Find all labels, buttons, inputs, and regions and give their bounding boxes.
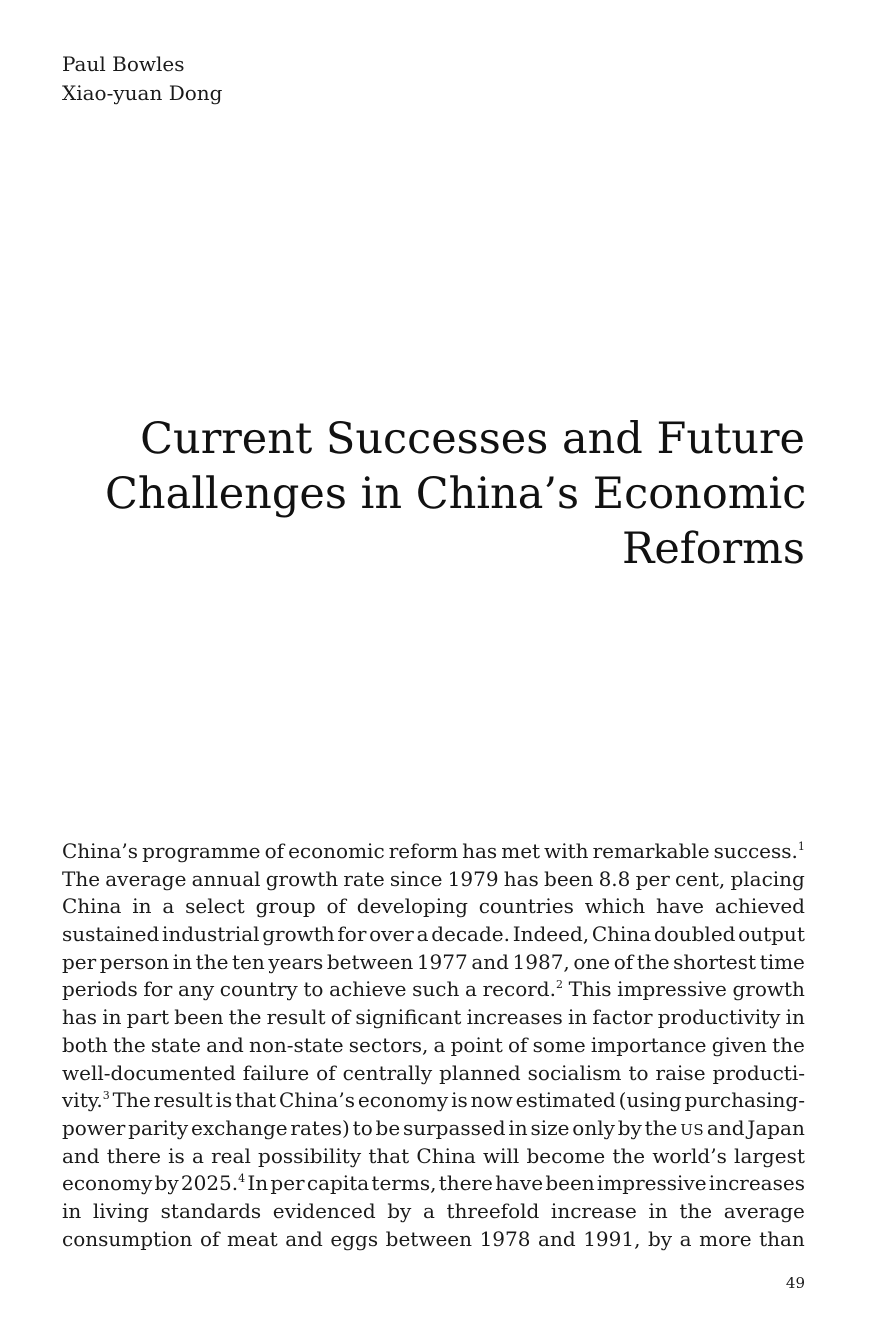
body-line <box>62 976 805 1004</box>
body-word: impressive <box>596 1171 707 1196</box>
body-word: parity <box>128 1115 189 1140</box>
body-word: has <box>462 839 498 863</box>
body-word: centrally <box>342 1060 433 1085</box>
body-word: part <box>126 1005 169 1030</box>
body-word: standards <box>160 1198 262 1223</box>
body-word: 1978 <box>479 1226 531 1251</box>
body-word: non-state <box>248 1032 344 1057</box>
body-word: increases <box>466 1005 563 1030</box>
body-word: eggs <box>330 1226 379 1251</box>
body-word: productivity <box>657 1005 781 1030</box>
body-word: per <box>270 1171 305 1196</box>
body-line <box>62 921 805 949</box>
body-word: China <box>416 1143 476 1168</box>
body-word: raise <box>655 1060 706 1085</box>
body-word: time <box>759 949 805 974</box>
body-word: surpassed <box>402 1115 506 1140</box>
body-word: the <box>679 1198 713 1223</box>
body-word: of <box>264 839 285 863</box>
body-word: growth <box>262 922 335 947</box>
body-word: significant <box>355 1005 462 1030</box>
body-word: more <box>699 1226 752 1251</box>
body-word: US <box>680 1120 705 1139</box>
body-word: economy <box>357 1088 449 1113</box>
body-word: which <box>584 894 646 919</box>
body-word: This <box>568 977 612 1002</box>
body-word: size <box>530 1115 570 1140</box>
body-word: failure <box>242 1060 310 1085</box>
body-word: by <box>387 1198 412 1223</box>
body-word: by <box>154 1171 179 1196</box>
body-word: vity.$^3$ <box>62 1088 110 1113</box>
body-word: between <box>326 949 414 974</box>
body-word: programme <box>142 839 261 863</box>
body-word: met <box>501 839 541 863</box>
body-word: is <box>451 1088 468 1113</box>
body-word: developing <box>356 894 468 919</box>
body-word: select <box>185 894 245 919</box>
body-word: meat <box>226 1226 278 1251</box>
body-word: a <box>192 1143 204 1168</box>
body-word: annual <box>191 866 261 891</box>
body-line <box>62 1060 805 1088</box>
body-word: by <box>648 1226 673 1251</box>
footnote-marker[interactable]: 3 <box>102 1089 110 1103</box>
body-word: years <box>268 949 324 974</box>
body-word: economy <box>62 1171 153 1196</box>
body-word: possibility <box>258 1143 362 1168</box>
body-word: periods <box>62 977 138 1002</box>
body-paragraph <box>62 838 805 1253</box>
body-word: have <box>656 894 704 919</box>
body-line <box>62 1004 805 1032</box>
body-word: that <box>368 1143 410 1168</box>
body-word: in <box>785 1005 805 1030</box>
body-word: countries <box>478 894 574 919</box>
body-word: China’s <box>62 839 139 863</box>
body-word: been <box>174 1005 224 1030</box>
body-word: (using <box>618 1088 682 1113</box>
body-word: factor <box>592 1005 653 1030</box>
body-word: have <box>495 1171 544 1196</box>
body-word: and <box>538 1226 576 1251</box>
body-word: per <box>62 949 97 974</box>
body-word: the <box>612 1143 646 1168</box>
body-word: importance <box>590 1032 707 1057</box>
page-number: 49 <box>785 1274 805 1292</box>
body-word: decade. <box>431 922 510 947</box>
body-word: increase <box>550 1198 637 1223</box>
author-name: Xiao-yuan Dong <box>62 81 223 105</box>
body-word: 1979 <box>447 866 499 891</box>
title-line: Reforms <box>621 524 805 574</box>
body-word: a <box>433 1032 446 1057</box>
body-word: of <box>507 1032 528 1057</box>
body-word: the <box>644 1115 678 1140</box>
body-word: there <box>438 1171 493 1196</box>
body-word: and <box>471 949 509 974</box>
body-word: producti- <box>712 1060 805 1085</box>
body-word: estimated <box>515 1088 616 1113</box>
body-word: capita <box>306 1171 370 1196</box>
body-word: economic <box>288 839 385 863</box>
body-word: Japan <box>747 1115 805 1140</box>
body-word: achieve <box>329 977 407 1002</box>
body-line <box>62 1115 805 1143</box>
body-word: a <box>465 977 477 1002</box>
body-line <box>62 1170 805 1198</box>
body-line <box>62 893 805 921</box>
body-word: output <box>738 922 805 947</box>
body-word: only <box>572 1115 615 1140</box>
body-word: per <box>635 866 670 891</box>
body-word: result <box>266 1005 326 1030</box>
body-word: terms, <box>371 1171 437 1196</box>
body-line <box>62 1143 805 1171</box>
body-word: been <box>545 1171 595 1196</box>
body-word: increases <box>708 1171 805 1196</box>
body-word: and <box>706 1115 745 1140</box>
body-word: a <box>679 1226 692 1251</box>
body-word: of <box>330 1005 351 1030</box>
body-word: given <box>711 1032 767 1057</box>
body-word: in <box>508 1115 528 1140</box>
body-word: in <box>567 1005 588 1030</box>
body-word: largest <box>734 1143 805 1168</box>
title-line: Challenges in China’s Economic <box>105 469 807 519</box>
body-word: of <box>326 894 346 919</box>
body-word: will <box>482 1143 520 1168</box>
body-word: purchasing- <box>684 1088 805 1113</box>
body-line <box>62 1226 805 1254</box>
body-word: Indeed, <box>512 922 590 947</box>
body-word: country <box>219 977 298 1002</box>
body-word: such <box>412 977 460 1002</box>
body-line <box>62 1032 805 1060</box>
body-word: reform <box>388 839 459 863</box>
body-word: rates) <box>290 1115 350 1140</box>
body-word: cent, <box>674 866 726 891</box>
body-word: power <box>62 1115 126 1140</box>
body-word: person <box>99 949 170 974</box>
body-word: placing <box>730 866 805 891</box>
body-word: 1987, <box>512 949 570 974</box>
article-title <box>105 412 805 577</box>
body-word: any <box>178 977 215 1002</box>
body-word: well-documented <box>62 1060 236 1085</box>
body-word: now <box>470 1088 513 1113</box>
body-word: there <box>106 1143 161 1168</box>
author-name: Paul Bowles <box>62 52 185 76</box>
body-word: one <box>573 949 611 974</box>
body-word: been <box>544 866 594 891</box>
body-word: a <box>416 922 429 947</box>
body-word: to <box>352 1115 373 1140</box>
body-word: 2025.$^4$ <box>180 1171 246 1196</box>
body-word: be <box>375 1115 401 1140</box>
body-word: The <box>62 866 101 891</box>
body-word: China <box>62 894 122 919</box>
body-word: in <box>62 1198 82 1223</box>
body-word: shortest <box>673 949 757 974</box>
body-word: point <box>450 1032 503 1057</box>
body-word: the <box>112 1032 146 1057</box>
footnote-marker[interactable]: 4 <box>238 1172 246 1186</box>
body-word: of <box>316 1060 336 1085</box>
body-word: rate <box>343 866 385 891</box>
body-word: sustained <box>62 922 160 947</box>
body-word: 8.8 <box>598 866 631 891</box>
body-word: in <box>102 1005 122 1030</box>
body-word: of <box>199 1226 220 1251</box>
body-word: and <box>62 1143 100 1168</box>
body-line <box>62 949 805 977</box>
body-word: is <box>215 1088 233 1113</box>
body-word: has <box>62 1005 98 1030</box>
body-word: result <box>153 1088 213 1113</box>
body-word: growth <box>265 866 339 891</box>
footnote-marker[interactable]: 2 <box>555 978 563 992</box>
body-word: both <box>62 1032 108 1057</box>
body-line <box>62 838 805 866</box>
body-word: the <box>228 1005 262 1030</box>
body-word: with <box>544 839 589 863</box>
body-word: a <box>162 894 175 919</box>
body-word: group <box>255 894 316 919</box>
body-word: average <box>105 866 187 891</box>
body-word: is <box>168 1143 185 1168</box>
body-word: in <box>132 894 152 919</box>
body-word: and <box>285 1226 323 1251</box>
body-word: to <box>303 977 324 1002</box>
footnote-marker[interactable]: 1 <box>797 840 805 853</box>
body-word: real <box>211 1143 251 1168</box>
body-word: for <box>143 977 173 1002</box>
body-word: average <box>723 1198 805 1223</box>
body-word: 1991, <box>583 1226 641 1251</box>
body-word: planned <box>439 1060 521 1085</box>
body-word: since <box>389 866 443 891</box>
body-word: of <box>613 949 634 974</box>
body-word: by <box>617 1115 642 1140</box>
body-word: living <box>92 1198 150 1223</box>
body-word: state <box>150 1032 201 1057</box>
body-word: China’s <box>278 1088 355 1113</box>
body-word: that <box>235 1088 277 1113</box>
body-word: 1977 <box>416 949 468 974</box>
body-word: record.$^2$ <box>482 977 563 1002</box>
title-line: Current Successes and Future <box>140 414 805 464</box>
body-word: sectors, <box>348 1032 429 1057</box>
body-word: to <box>628 1060 649 1085</box>
body-word: exchange <box>190 1115 288 1140</box>
author-list <box>62 50 222 108</box>
body-word: In <box>247 1171 269 1196</box>
body-word: than <box>759 1226 805 1251</box>
body-line <box>62 1198 805 1226</box>
body-word: growth <box>732 977 805 1002</box>
body-word: impressive <box>617 977 727 1002</box>
body-word: for <box>337 922 367 947</box>
body-word: The <box>112 1088 151 1113</box>
body-line <box>62 1087 805 1115</box>
body-word: between <box>385 1226 473 1251</box>
body-word: China <box>591 922 652 947</box>
body-word: consumption <box>62 1226 193 1251</box>
body-word: the <box>636 949 670 974</box>
body-word: industrial <box>162 922 260 947</box>
body-word: a <box>422 1198 435 1223</box>
body-word: achieved <box>714 894 805 919</box>
body-word: become <box>526 1143 606 1168</box>
body-word: world’s <box>652 1143 727 1168</box>
body-word: evidenced <box>272 1198 376 1223</box>
body-word: the <box>772 1032 805 1057</box>
body-word: doubled <box>653 922 736 947</box>
body-word: over <box>369 922 414 947</box>
body-word: has <box>503 866 539 891</box>
body-line <box>62 866 805 894</box>
body-word: socialism <box>527 1060 622 1085</box>
body-word: ten <box>232 949 265 974</box>
body-word: and <box>206 1032 244 1057</box>
body-word: success.$^1$ <box>713 839 805 863</box>
body-word: remarkable <box>592 839 710 863</box>
body-word: the <box>195 949 229 974</box>
body-word: in <box>648 1198 668 1223</box>
body-word: some <box>532 1032 586 1057</box>
body-word: in <box>172 949 193 974</box>
body-word: threefold <box>446 1198 540 1223</box>
